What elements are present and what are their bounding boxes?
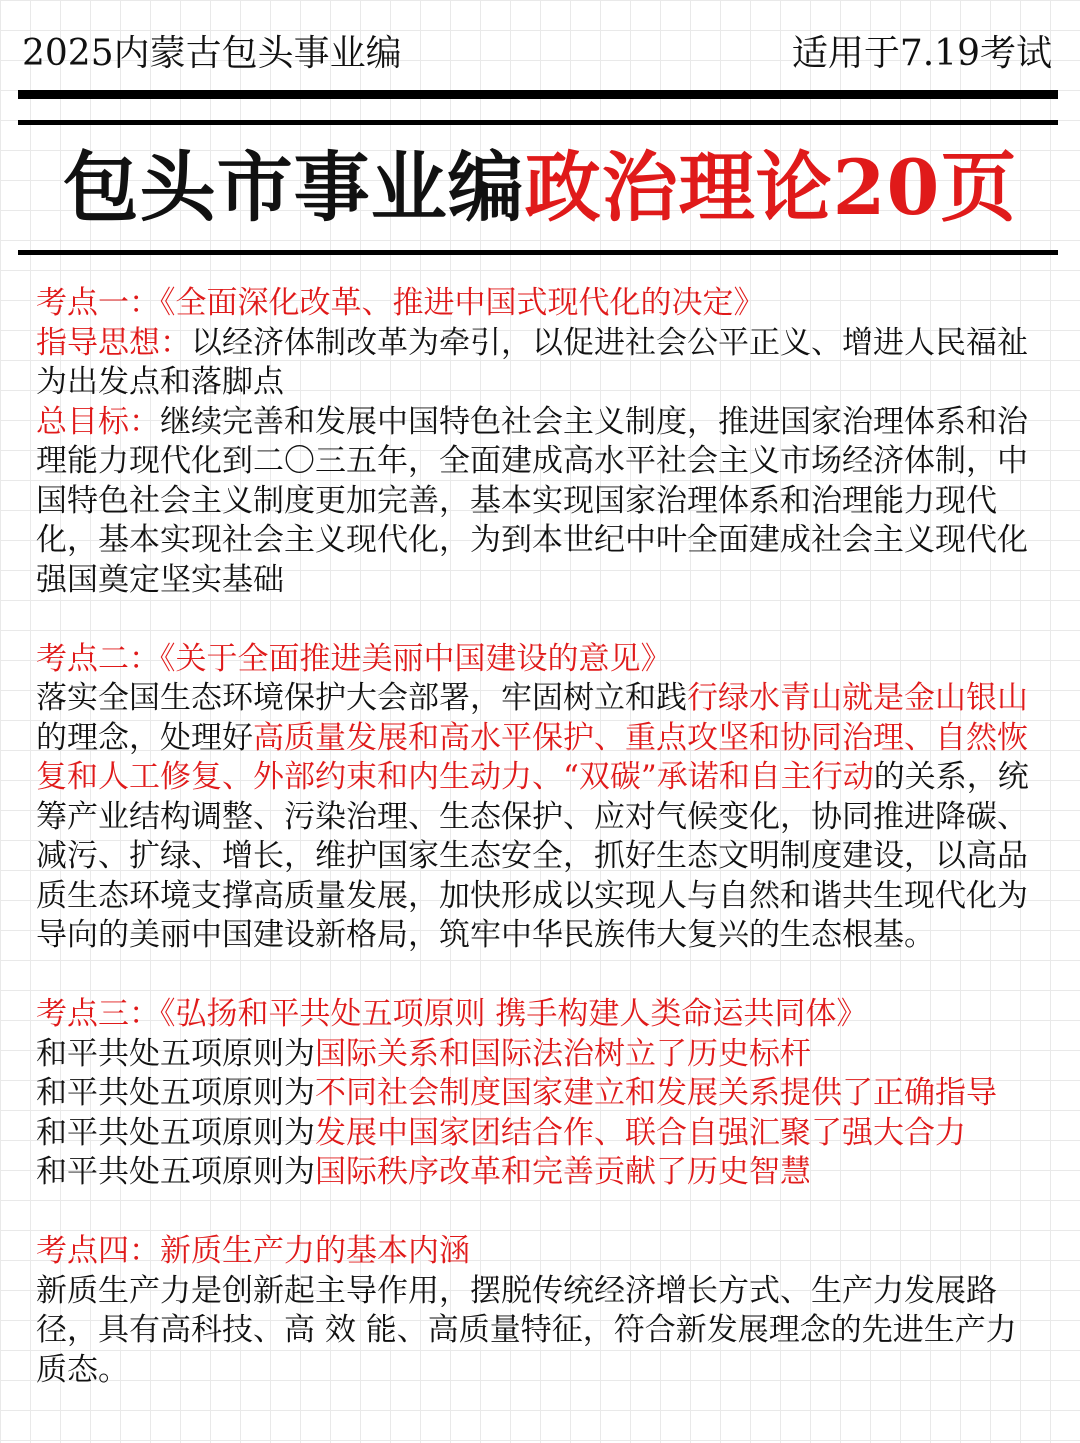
section-2-body <box>36 679 1042 956</box>
section-1 <box>36 284 1042 600</box>
page-title <box>0 138 1080 238</box>
thick-divider <box>18 90 1058 99</box>
principle-highlight: 国际秩序改革和完善贡献了历史智慧 <box>315 1154 811 1190</box>
principle-prefix: 和平共处五项原则为 <box>36 1075 315 1111</box>
section-1-guide <box>36 324 1042 403</box>
section-4 <box>36 1232 1042 1390</box>
document-body <box>36 284 1042 1430</box>
section-3-heading: 考点三：《弘扬和平共处五项原则 携手构建人类命运共同体》 <box>36 996 868 1032</box>
s2-highlight-1: 行绿水青山就是金山银山 <box>687 680 1028 716</box>
thin-divider-bottom <box>18 250 1058 255</box>
header-left-label: 2025内蒙古包头事业编 <box>22 32 402 74</box>
principle-line <box>36 1035 1042 1075</box>
header-right-label: 适用于7.19考试 <box>791 32 1052 74</box>
principle-line <box>36 1074 1042 1114</box>
section-2-heading: 考点二：《关于全面推进美丽中国建设的意见》 <box>36 640 672 677</box>
s2-text-1: 落实全国生态环境保护大会部署，牢固树立和践 <box>36 680 687 716</box>
section-3 <box>36 995 1042 1193</box>
principle-highlight: 发展中国家团结合作、联合自强汇聚了强大合力 <box>315 1114 966 1151</box>
guide-text: 以经济体制改革为牵引，以促进社会公平正义、增进人民福祉为出发点和落脚点 <box>36 324 1028 400</box>
section-1-heading: 考点一：《全面深化改革、推进中国式现代化的决定》 <box>36 285 765 321</box>
principle-prefix: 和平共处五项原则为 <box>36 1154 315 1190</box>
section-4-body: 新质生产力是创新起主导作用，摆脱传统经济增长方式、生产力发展路径，具有高科技、高 效 能、高质量特征，符合新发展理念的先进生产力质态。 <box>36 1272 1017 1388</box>
section-1-goal <box>36 403 1042 601</box>
section-4-heading: 考点四：新质生产力的基本内涵 <box>36 1233 470 1269</box>
principle-highlight: 国际关系和国际法治树立了历史标杆 <box>315 1035 811 1072</box>
title-red: 政治理论20页 <box>524 143 1018 232</box>
s2-text-3: 的关系，统筹产业结构调整、污染治理、生态保护、应对气候变化，协同推进降碳、减污、扩绿、增长，维护国家生态安全，抓好生态文明制度建设，以高品质生态环境支撑高质量发展，加快形成以实现人与自然和谐共生现代化为导向的美丽中国建设新格局，筑牢中华民族伟大复兴的生态根基。 <box>36 759 1029 953</box>
goal-text: 继续完善和发展中国特色社会主义制度，推进国家治理体系和治理能力现代化到二〇三五年，全面建成高水平社会主义市场经济体制，中国特色社会主义制度更加完善，基本实现国家治理体系和治理能力现代化，基本实现社会主义现代化，为到本世纪中叶全面建成社会主义现代化强国奠定坚实基础 <box>36 403 1028 598</box>
thin-divider-top <box>18 120 1058 125</box>
principle-line <box>36 1153 1042 1193</box>
guide-label: 指导思想： <box>36 324 191 361</box>
section-2 <box>36 640 1042 956</box>
title-black: 包头市事业编 <box>62 143 525 232</box>
s2-text-2: 的理念，处理好 <box>36 719 253 756</box>
principle-prefix: 和平共处五项原则为 <box>36 1114 315 1151</box>
top-header <box>22 22 1052 78</box>
principle-highlight: 不同社会制度国家建立和发展关系提供了正确指导 <box>315 1075 997 1111</box>
s2-highlight-2: 高质量发展和高水平保护、重点攻坚和协同治理、自然恢复和人工修复、外部约束和内生动力、“双碳”承诺和自主行动 <box>36 719 1028 795</box>
principle-line <box>36 1114 1042 1154</box>
principle-prefix: 和平共处五项原则为 <box>36 1035 315 1072</box>
goal-label: 总目标： <box>36 403 160 440</box>
